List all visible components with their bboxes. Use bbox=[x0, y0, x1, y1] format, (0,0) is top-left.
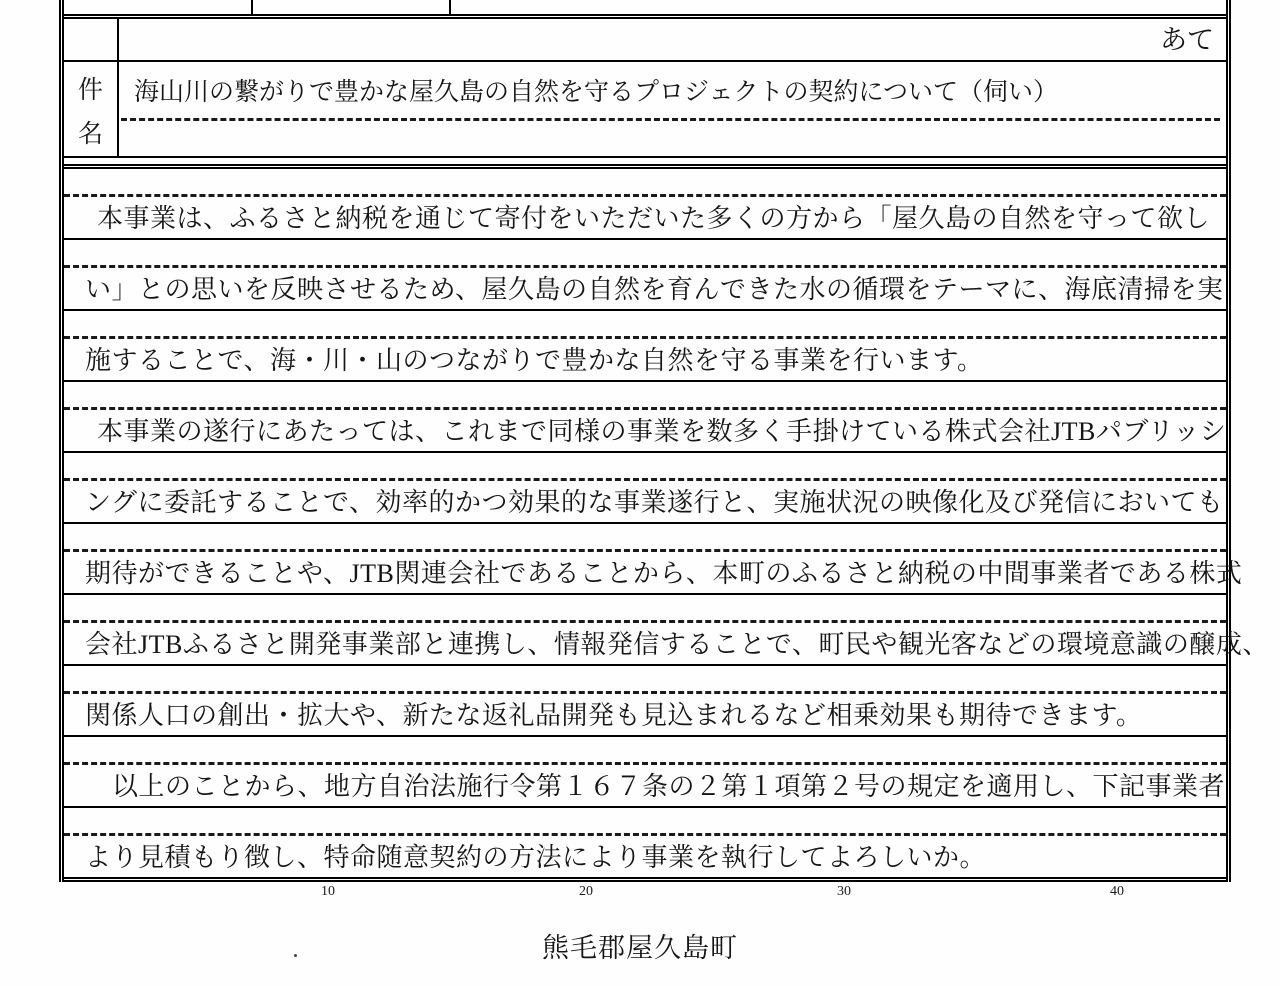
dashed-writing-line bbox=[64, 265, 1226, 268]
dashed-writing-line bbox=[64, 833, 1226, 836]
dashed-writing-line bbox=[64, 620, 1226, 623]
cell-divider bbox=[449, 0, 451, 14]
body-text-line: 会社JTBふるさと開発事業部と連携し、情報発信することで、町民や観光客などの環境意識の醸成、 bbox=[85, 630, 1269, 659]
dashed-writing-line bbox=[121, 118, 1220, 121]
cell-divider bbox=[251, 0, 253, 14]
form-frame bbox=[59, 0, 1269, 882]
stray-scan-mark bbox=[294, 954, 297, 957]
body-text-box bbox=[64, 164, 1269, 882]
subject-text: 海山川の繋がりで豊かな屋久島の自然を守るプロジェクトの契約について（伺い） bbox=[134, 79, 1059, 106]
subject-label-cell bbox=[64, 62, 119, 156]
body-text-line: より見積もり徴し、特命随意契約の方法により事業を執行してよろしいか。 bbox=[85, 843, 987, 872]
body-text-row bbox=[64, 240, 1226, 311]
addressee-suffix: あて bbox=[1160, 25, 1214, 55]
body-text-line: 施することで、海・川・山のつながりで豊かな自然を守る事業を行います。 bbox=[85, 346, 984, 375]
body-text-line: い」との思いを反映させるため、屋久島の自然を育んできた水の循環をテーマに、海底清掃を実 bbox=[85, 275, 1224, 304]
body-text-row bbox=[64, 382, 1226, 453]
dashed-writing-line bbox=[64, 691, 1226, 694]
body-text-line: ングに委託することで、効率的かつ効果的な事業遂行と、実施状況の映像化及び発信においても bbox=[85, 488, 1224, 517]
municipality-line: 熊毛郡屋久島町 bbox=[542, 933, 738, 963]
ruler-mark-40: 40 bbox=[1110, 884, 1124, 899]
body-text-row bbox=[64, 453, 1226, 524]
body-text-line: 本事業の遂行にあたっては、これまで同様の事業を数多く手掛けている株式会社JTBパブリッシ bbox=[97, 417, 1227, 446]
addressee-row bbox=[64, 19, 1226, 62]
body-text-row bbox=[64, 311, 1226, 382]
body-text-line: 関係人口の創出・拡大や、新たな返礼品開発も見込まれるなど相乗効果も期待できます。 bbox=[85, 701, 1143, 730]
dashed-writing-line bbox=[64, 478, 1226, 481]
body-text-row bbox=[64, 524, 1243, 595]
subject-label-char-mei: 名 bbox=[77, 121, 103, 148]
body-text-row bbox=[64, 595, 1269, 666]
top-partial-row bbox=[64, 0, 1226, 19]
dashed-writing-line bbox=[64, 336, 1226, 339]
ruler-mark-10: 10 bbox=[321, 884, 335, 899]
body-text-line: 期待ができることや、JTB関連会社であることから、本町のふるさと納税の中間事業者である株式 bbox=[85, 559, 1243, 588]
dashed-writing-line bbox=[64, 407, 1226, 410]
subject-label-char-ken: 件 bbox=[77, 77, 103, 104]
subject-row bbox=[64, 62, 1226, 158]
body-text-row bbox=[64, 737, 1226, 808]
dashed-writing-line bbox=[64, 194, 1226, 197]
ruler-mark-20: 20 bbox=[579, 884, 593, 899]
body-text-line: 以上のことから、地方自治法施行令第１６７条の２第１項第２号の規定を適用し、下記事業者 bbox=[112, 772, 1226, 801]
dashed-writing-line bbox=[64, 762, 1226, 765]
body-text-row bbox=[64, 808, 1226, 877]
ruler-mark-30: 30 bbox=[837, 884, 851, 899]
dashed-writing-line bbox=[64, 549, 1226, 552]
label-column-divider bbox=[117, 19, 119, 60]
body-text-row bbox=[64, 169, 1226, 240]
body-text-line: 本事業は、ふるさと納税を通じて寄付をいただいた多くの方から「屋久島の自然を守って欲し bbox=[97, 204, 1211, 233]
body-text-row bbox=[64, 666, 1226, 737]
